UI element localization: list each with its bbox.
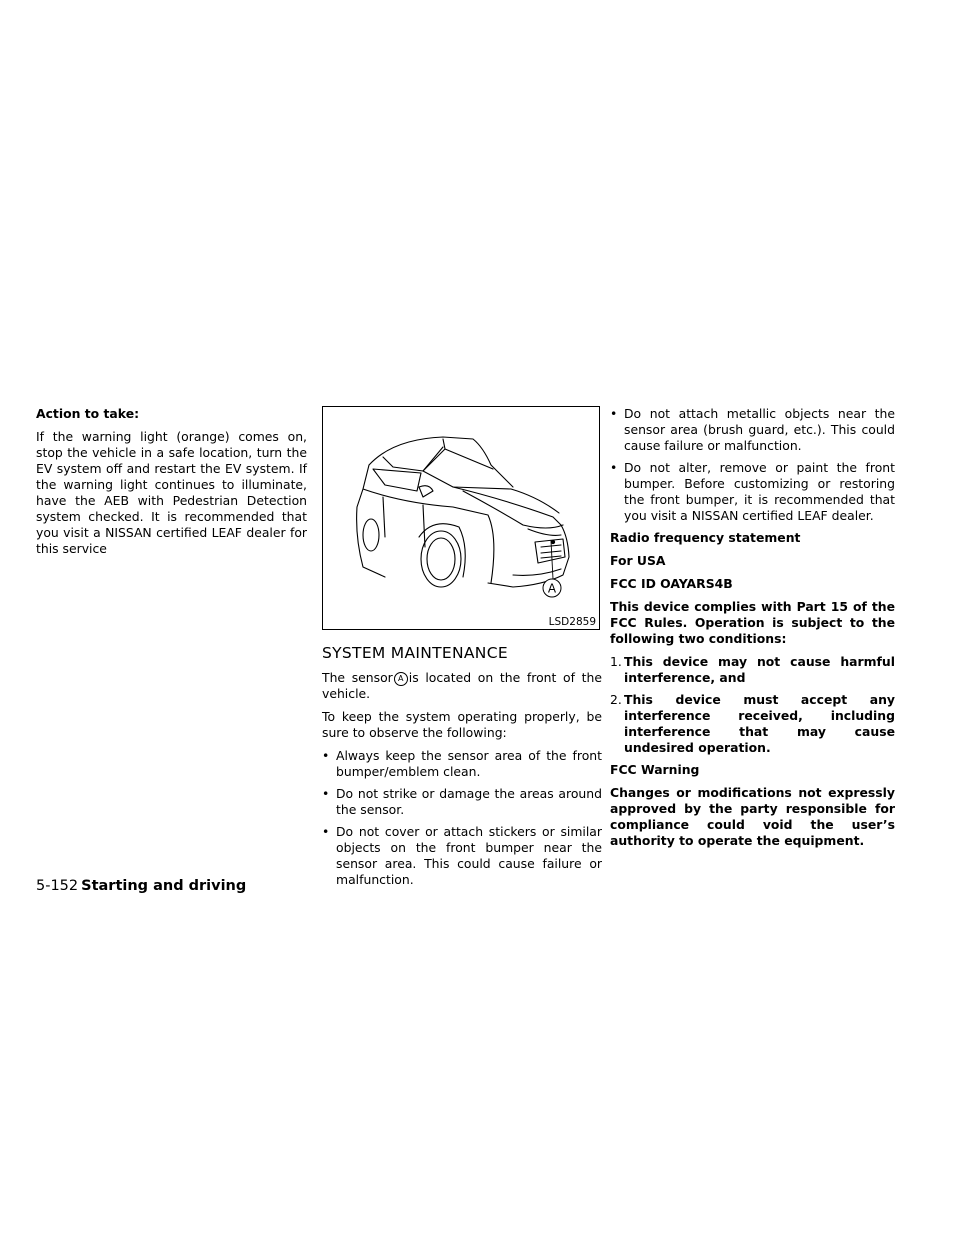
car-illustration — [322, 406, 600, 630]
list-item-text: Do not alter, remove or paint the front bumper. Before customizing or restoring the front bumper, it is recommended that you visit a NISSAN certified LEAF dealer. — [624, 460, 895, 523]
fcc-id: FCC ID OAYARS4B — [610, 576, 733, 591]
section-name: Starting and driving — [81, 878, 247, 894]
list-item — [610, 460, 895, 524]
bullet-icon: • — [322, 748, 330, 763]
action-paragraph: If the warning light (orange) comes on, stop the vehicle in a safe location, turn the EV system off and restart the EV system. If the warning light continues to illuminate, have the AEB with Pedestrian Detection system checked. It is recommended that you visit a NISSAN certified LEAF dealer for this service — [36, 429, 307, 556]
bullet-icon: • — [322, 824, 330, 839]
section-title: SYSTEM MAINTENANCE — [322, 644, 508, 662]
fcc-warning-heading: FCC Warning — [610, 762, 700, 777]
list-item-text: Always keep the sensor area of the front bumper/emblem clean. — [336, 748, 602, 779]
list-item-text: Do not attach metallic objects near the sensor area (brush guard, etc.). This could cause failure or malfunction. — [624, 406, 895, 453]
figure-id: LSD2859 — [548, 616, 596, 628]
radio-heading: Radio frequency statement — [610, 530, 801, 545]
condition-text: This device may not cause harmful interference, and — [624, 654, 895, 685]
list-item — [322, 786, 602, 818]
page-footer — [36, 878, 246, 894]
bullet-icon: • — [610, 406, 618, 421]
column-middle — [322, 406, 602, 894]
list-item-text: Do not strike or damage the areas around the sensor. — [336, 786, 602, 817]
condition-text: This device must accept any interference received, including interference that may cause undesired operation. — [624, 692, 895, 755]
condition-number: 2. — [610, 692, 622, 707]
condition-item — [610, 654, 895, 686]
for-usa-heading: For USA — [610, 553, 666, 568]
page-number: 5-152 — [36, 878, 79, 894]
column-right — [610, 406, 895, 856]
list-item-text: Do not cover or attach stickers or similar objects on the front bumper near the sensor area. This could cause failure or malfunction. — [336, 824, 602, 887]
column-left — [36, 406, 307, 557]
figure-callout-label: A — [547, 581, 557, 596]
list-item — [322, 824, 602, 888]
list-item — [322, 748, 602, 780]
car-drawing — [323, 407, 601, 631]
sensor-location-text — [322, 670, 602, 702]
bullet-icon: • — [322, 786, 330, 801]
condition-item — [610, 692, 895, 756]
bullet-icon: • — [610, 460, 618, 475]
sensor-text-start: The sensor — [322, 670, 393, 685]
list-item — [610, 406, 895, 454]
intro-text: To keep the system operating properly, be sure to observe the following: — [322, 709, 602, 740]
callout-a-icon: A — [394, 672, 408, 686]
condition-number: 1. — [610, 654, 622, 669]
changes-warning: Changes or modifications not expressly approved by the party responsible for compliance could void the user’s authority to operate the equipment. — [610, 785, 895, 848]
compliance-statement: This device complies with Part 15 of the FCC Rules. Operation is subject to the following two conditions: — [610, 599, 895, 646]
action-heading: Action to take: — [36, 406, 140, 421]
sensor-text-end: is located on the front of the vehicle. — [322, 670, 603, 701]
